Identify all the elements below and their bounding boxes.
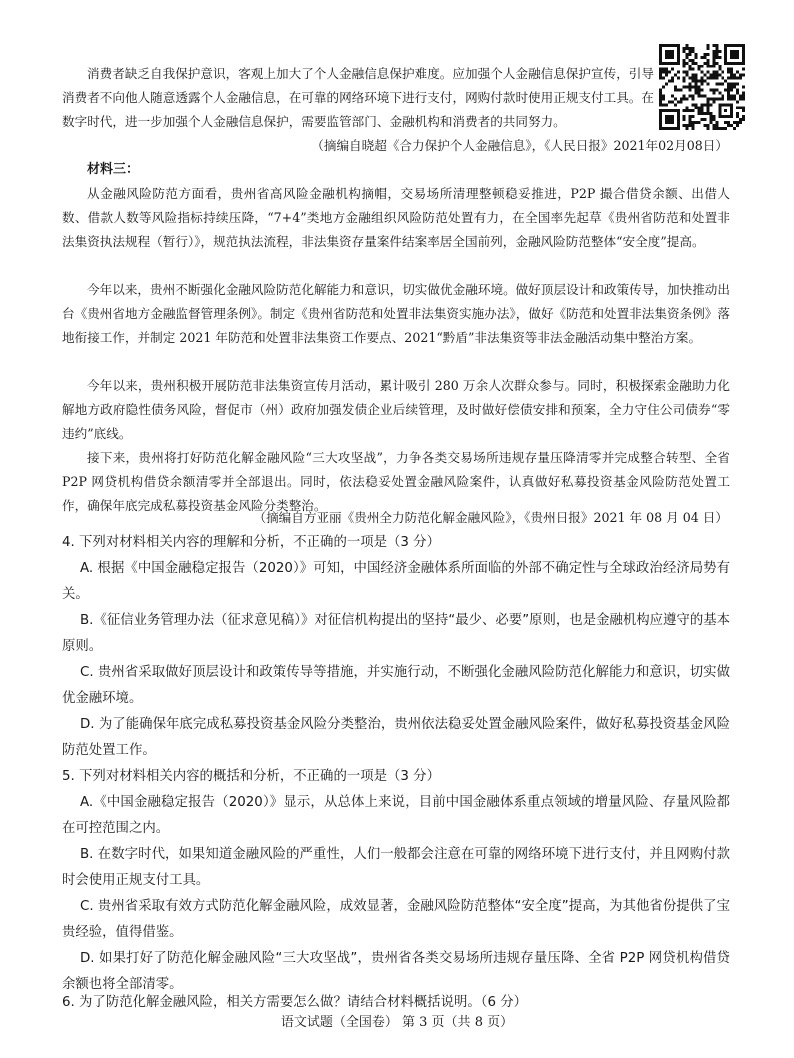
question-5-option-d: D. 如果打好了防范化解金融风险“三大攻坚战”，贵州省各类交易场所违规存量压降、全省 P2P 网贷机构借贷余额也将全部清零。	[62, 951, 730, 992]
question-4-option-c: C. 贵州省采取做好顶层设计和政策传导等措施，并实施行动，不断强化金融风险防范化解能力和意识，切实做优金融环境。	[62, 665, 730, 706]
question-5-option-a: A.《中国金融稳定报告（2020）》显示，从总体上来说，目前中国金融体系重点领域的增量风险、存量风险都在可控范围之内。	[62, 795, 730, 836]
question-4-stem: 4. 下列对材料相关内容的理解和分析，不正确的一项是（3 分）	[62, 535, 440, 550]
page-footer: 语文试题（全国卷） 第 3 页（共 8 页）	[280, 1015, 514, 1030]
material3-paragraph-2: 今年以来，贵州不断强化金融风险防范化解能力和意识，切实做优金融环境。做好顶层设计和政策传导，加快推动出台《贵州省地方金融监督管理条例》。制定《贵州省防范和处置非法集资实施办法》，做好《防范和处置非法集资条例》落地衔接工作，并制定 2021 年防范和处置非法集资工作要点、2021“黔盾”非法集资等非法金融活动集中整治方案。	[62, 282, 730, 345]
material3-paragraph-1: 从金融风险防范方面看，贵州省高风险金融机构摘帽，交易场所清理整顿稳妥推进，P2P 撮合借贷余额、出借人数、借款人数等风险指标持续压降，“7+4”类地方金融组织风险防范处置有力，在全国率先起草《贵州省防范和处置非法集资执法规程（暂行）》，规范执法流程，非法集资存量案件结案率居全国前列，金融风险防范整体“安全度”提高。	[62, 186, 730, 249]
material3-source: （摘编自方亚丽《贵州全力防范化解金融风险》，《贵州日报》2021 年 08 月 04 日）	[253, 510, 728, 525]
question-4-option-a: A. 根据《中国金融稳定报告（2020）》可知，中国经济金融体系所面临的外部不确定性与全球政治经济局势有关。	[62, 561, 730, 602]
qr-code-icon	[659, 44, 745, 130]
question-5-option-c: C. 贵州省采取有效方式防范化解金融风险，成效显著，金融风险防范整体“安全度”提高，为其他省份提供了宝贵经验，值得借鉴。	[62, 899, 730, 940]
question-5-option-b: B. 在数字时代，如果知道金融风险的严重性，人们一般都会注意在可靠的网络环境下进行支付，并且网购付款时会使用正规支付工具。	[62, 847, 730, 888]
material3-paragraph-3: 今年以来，贵州积极开展防范非法集资宣传月活动，累计吸引 280 万余人次群众参与。同时，积极探索金融助力化解地方政府隐性债务风险，督促市（州）政府加强发债企业后续管理，及时做好偿债安排和预案，全力守住公司债券“零违约”底线。	[62, 378, 730, 441]
question-6-stem: 6. 为了防范化解金融风险，相关方需要怎么做？请结合材料概括说明。（6 分）	[62, 995, 527, 1010]
material2-tail-paragraph: 消费者缺乏自我保护意识，客观上加大了个人金融信息保护难度。应加强个人金融信息保护宣传，引导消费者不向他人随意透露个人金融信息，在可靠的网络环境下进行支付，网购付款时使用正规支付工具。在数字时代，进一步加强个人金融信息保护，需要监管部门、金融机构和消费者的共同努力。	[62, 66, 654, 129]
material2-source: （摘编自晓超《合力保护个人金融信息》，《人民日报》2021年02月08日）	[311, 138, 728, 153]
material3-paragraph-4: 接下来，贵州将打好防范化解金融风险“三大攻坚战”，力争各类交易场所违规存量压降清零并完成整合转型、全省 P2P 网贷机构借贷余额清零并全部退出。同时，依法稳妥处置金融风险案件，认真做好私募投资基金风险防范处置工作，确保年底完成私募投资基金风险分类整治。	[62, 450, 730, 513]
question-4-option-b: B.《征信业务管理办法（征求意见稿）》对征信机构提出的坚持“最少、必要”原则，也是金融机构应遵守的基本原则。	[62, 613, 730, 654]
question-4-option-d: D. 为了能确保年底完成私募投资基金风险分类整治，贵州依法稳妥处置金融风险案件，做好私募投资基金风险防范处置工作。	[62, 717, 730, 758]
question-5-stem: 5. 下列对材料相关内容的概括和分析，不正确的一项是（3 分）	[62, 769, 440, 784]
material3-heading: 材料三：	[87, 162, 140, 177]
